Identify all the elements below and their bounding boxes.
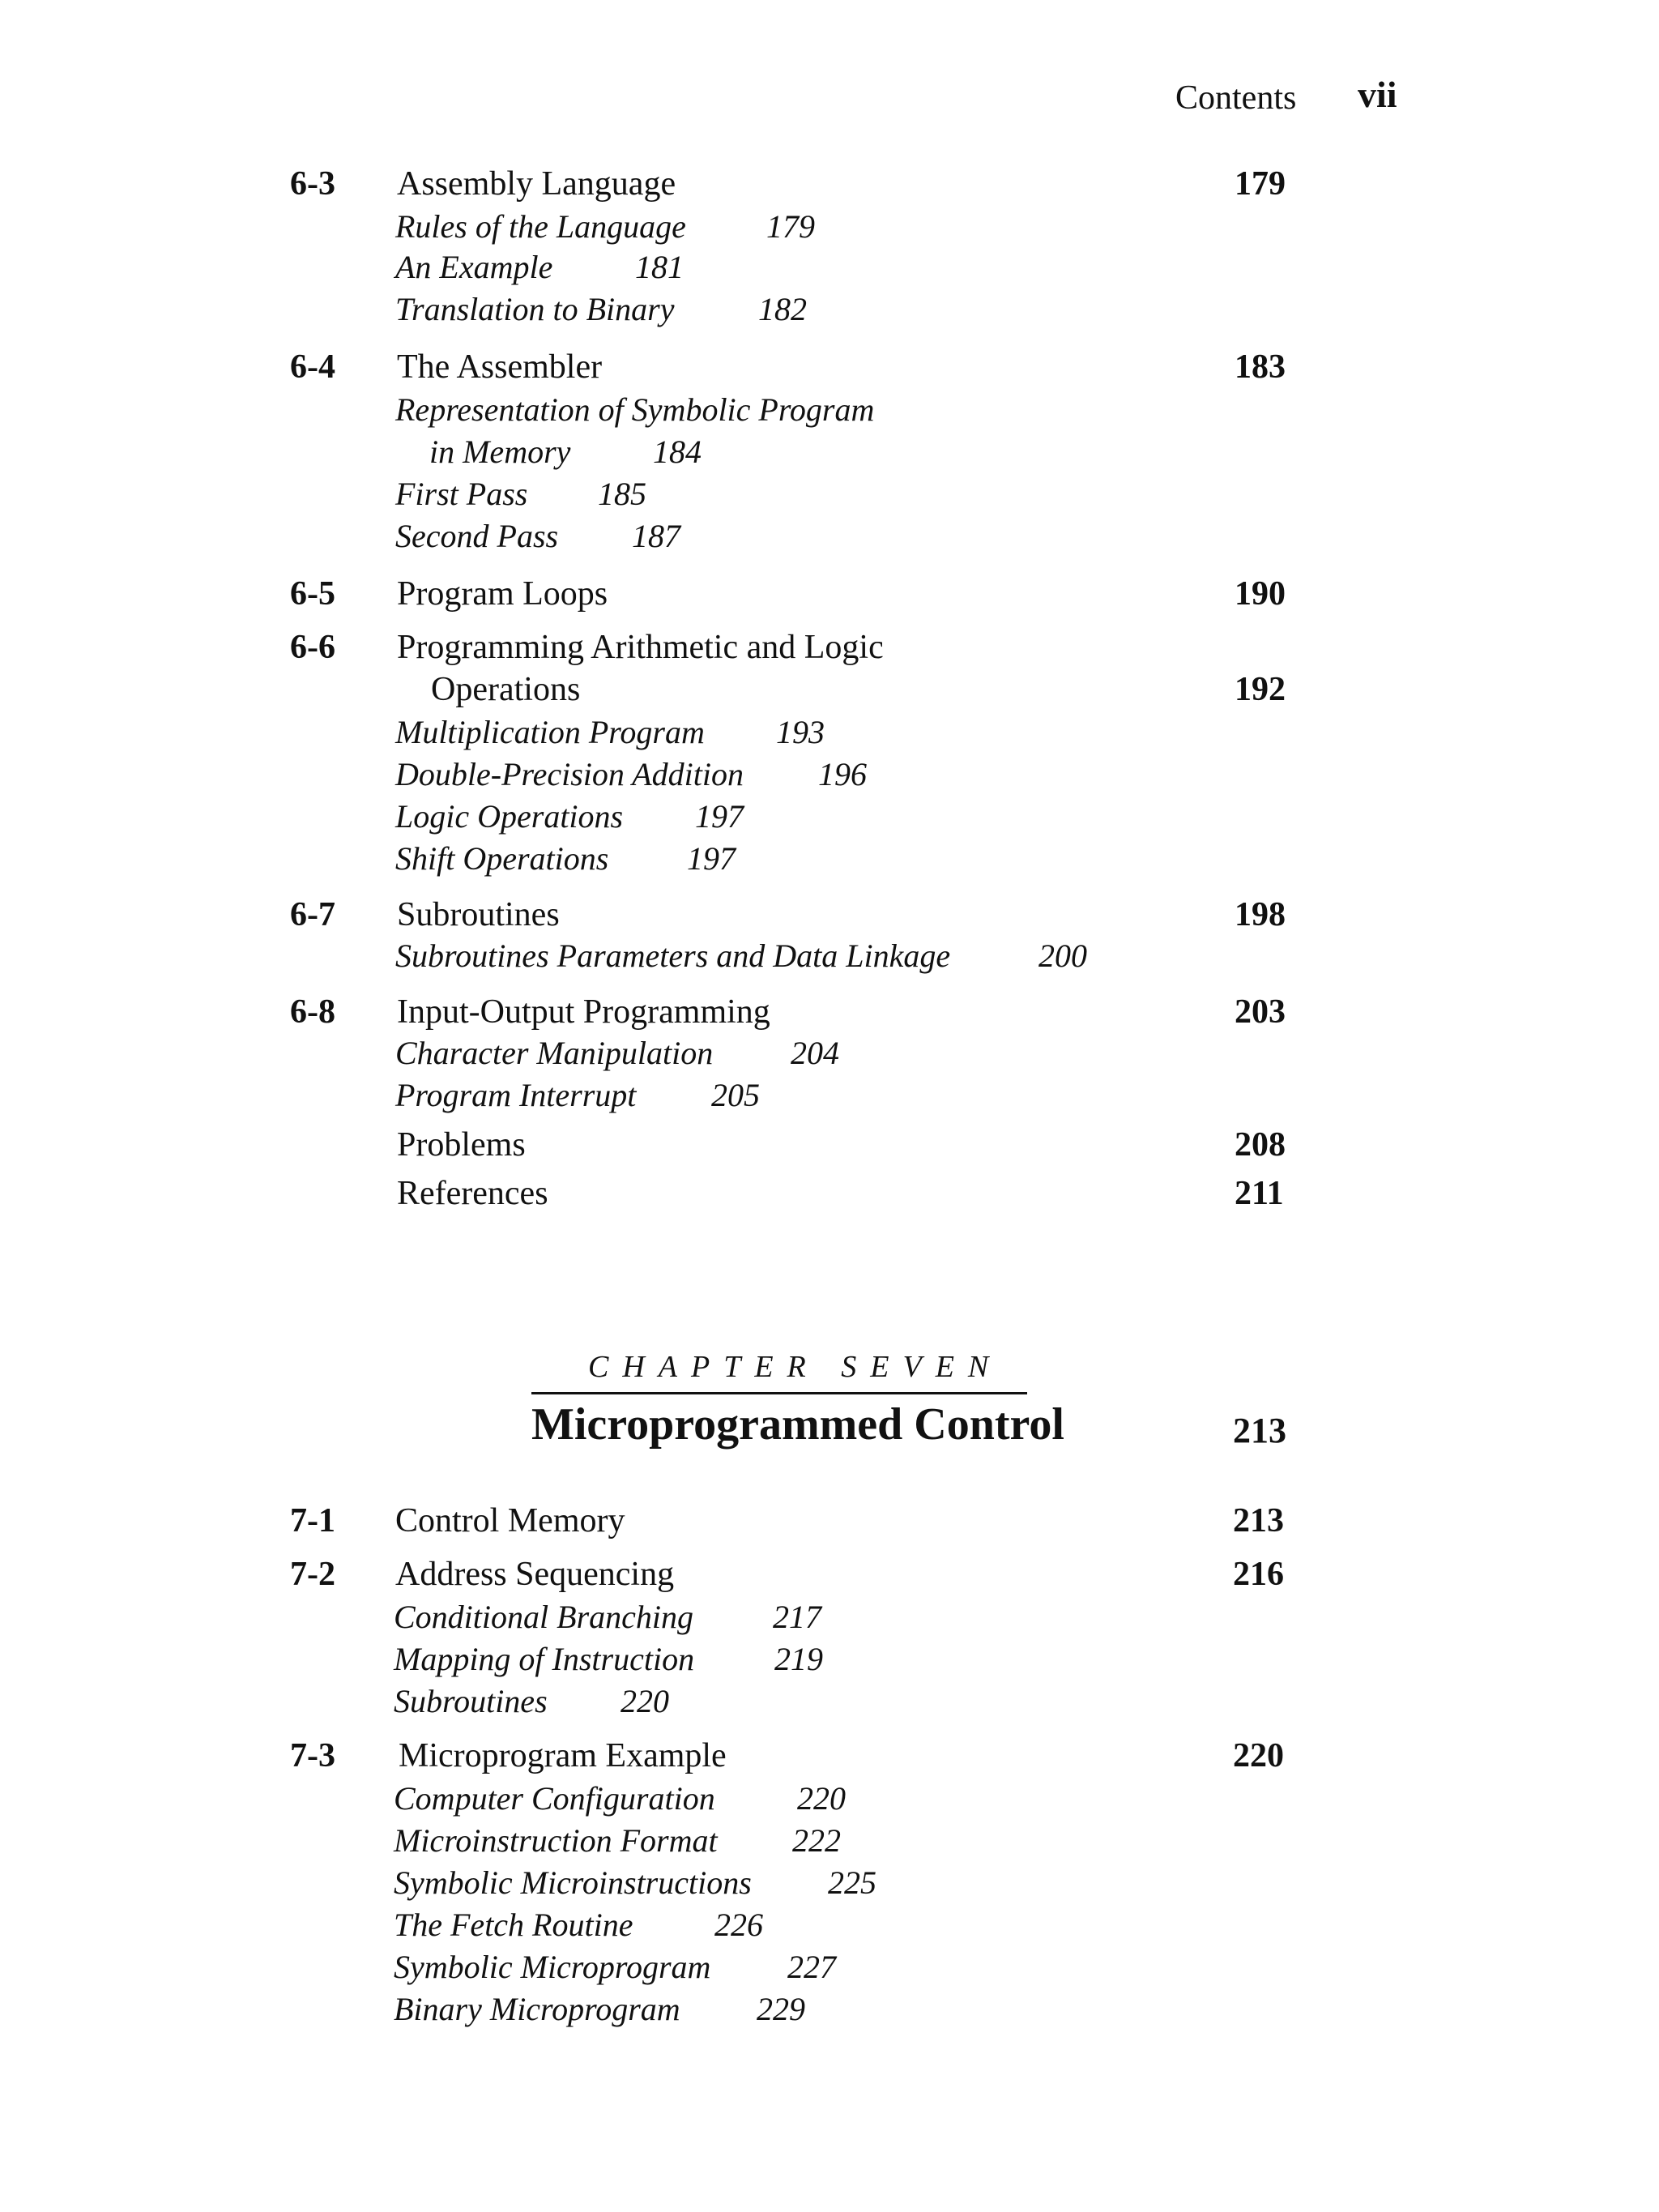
running-title: Contents — [1175, 79, 1297, 117]
subsection-page: 226 — [714, 1907, 763, 1943]
section-title: Microprogram Example — [399, 1737, 727, 1774]
subsection-page: 197 — [687, 840, 736, 877]
section-page: 183 — [1235, 348, 1286, 386]
chapter-label: CHAPTER SEVEN — [588, 1350, 1003, 1384]
subsection-page: 229 — [757, 1991, 805, 2027]
section-number: 6-6 — [290, 629, 335, 666]
subsection-title-continued: in Memory — [429, 433, 571, 470]
section-page: 192 — [1235, 671, 1286, 708]
chapter-rule — [531, 1392, 1027, 1394]
subsection-title: Computer Configuration — [394, 1780, 715, 1817]
subsection-title: Program Interrupt — [395, 1077, 637, 1113]
subsection-page: 193 — [776, 714, 825, 750]
section-number: 7-2 — [290, 1556, 335, 1593]
section-number: 6-3 — [290, 165, 335, 203]
subsection-title: Multiplication Program — [395, 714, 705, 750]
chapter-title: Microprogrammed Control — [531, 1399, 1064, 1450]
subsection-page: 220 — [621, 1683, 669, 1719]
subsection-title: Translation to Binary — [395, 291, 675, 327]
subsection-title: First Pass — [395, 476, 528, 512]
section-title: Control Memory — [395, 1502, 625, 1539]
section-title: Input-Output Programming — [397, 993, 770, 1031]
subsection-page: 179 — [766, 208, 815, 245]
subsection-page: 200 — [1038, 937, 1087, 974]
subsection-title: Subroutines Parameters and Data Linkage — [395, 937, 951, 974]
subsection-page: 219 — [774, 1641, 823, 1677]
section-title: Subroutines — [397, 896, 560, 933]
subsection-page: 197 — [695, 798, 744, 835]
section-title: Assembly Language — [397, 165, 676, 203]
section-number: 6-4 — [290, 348, 335, 386]
subsection-title: Rules of the Language — [395, 208, 686, 245]
section-page: 198 — [1235, 896, 1286, 933]
subsection-title: Microinstruction Format — [394, 1822, 718, 1859]
section-title: Program Loops — [397, 575, 608, 613]
subsection-title: Second Pass — [395, 518, 559, 554]
section-page: 179 — [1235, 165, 1286, 203]
subsection-title: Shift Operations — [395, 840, 609, 877]
section-number: 6-8 — [290, 993, 335, 1031]
subsection-title: Representation of Symbolic Program — [395, 391, 875, 428]
subsection-title: Double-Precision Addition — [395, 756, 744, 792]
subsection-title: Symbolic Microinstructions — [394, 1864, 752, 1901]
subsection-title: An Example — [395, 249, 553, 285]
page-number: vii — [1358, 74, 1397, 115]
section-title: Programming Arithmetic and Logic — [397, 629, 884, 666]
section-number: 7-3 — [290, 1737, 335, 1774]
subsection-page: 187 — [632, 518, 680, 554]
section-title: The Assembler — [397, 348, 603, 386]
subsection-title: Logic Operations — [395, 798, 624, 835]
section-page: 190 — [1235, 575, 1286, 613]
section-title: Address Sequencing — [395, 1556, 675, 1593]
subsection-page: 222 — [792, 1822, 841, 1859]
subsection-page: 204 — [791, 1035, 839, 1071]
section-page: 203 — [1235, 993, 1286, 1031]
section-page: 211 — [1235, 1175, 1284, 1212]
subsection-title: Symbolic Microprogram — [394, 1949, 711, 1985]
section-page: 220 — [1233, 1737, 1284, 1774]
subsection-page: 182 — [758, 291, 807, 327]
subsection-page: 217 — [773, 1599, 821, 1635]
subsection-title: The Fetch Routine — [394, 1907, 633, 1943]
section-page: 213 — [1233, 1502, 1284, 1539]
section-number: 7-1 — [290, 1502, 335, 1539]
subsection-page: 227 — [787, 1949, 836, 1985]
chapter-page: 213 — [1233, 1411, 1286, 1450]
subsection-page: 184 — [653, 433, 702, 470]
subsection-title: Subroutines — [394, 1683, 548, 1719]
subsection-page: 220 — [797, 1780, 846, 1817]
subsection-title: Conditional Branching — [394, 1599, 693, 1635]
subsection-title: Mapping of Instruction — [394, 1641, 695, 1677]
section-title: References — [397, 1175, 548, 1212]
section-number: 6-7 — [290, 896, 335, 933]
subsection-title: Character Manipulation — [395, 1035, 714, 1071]
section-page: 216 — [1233, 1556, 1284, 1593]
section-number: 6-5 — [290, 575, 335, 613]
section-title-continued: Operations — [431, 671, 581, 708]
subsection-page: 196 — [818, 756, 867, 792]
section-title: Problems — [397, 1126, 526, 1164]
section-page: 208 — [1235, 1126, 1286, 1164]
subsection-page: 225 — [828, 1864, 876, 1901]
subsection-page: 205 — [711, 1077, 760, 1113]
subsection-page: 185 — [598, 476, 646, 512]
subsection-title: Binary Microprogram — [394, 1991, 680, 2027]
subsection-page: 181 — [635, 249, 684, 285]
